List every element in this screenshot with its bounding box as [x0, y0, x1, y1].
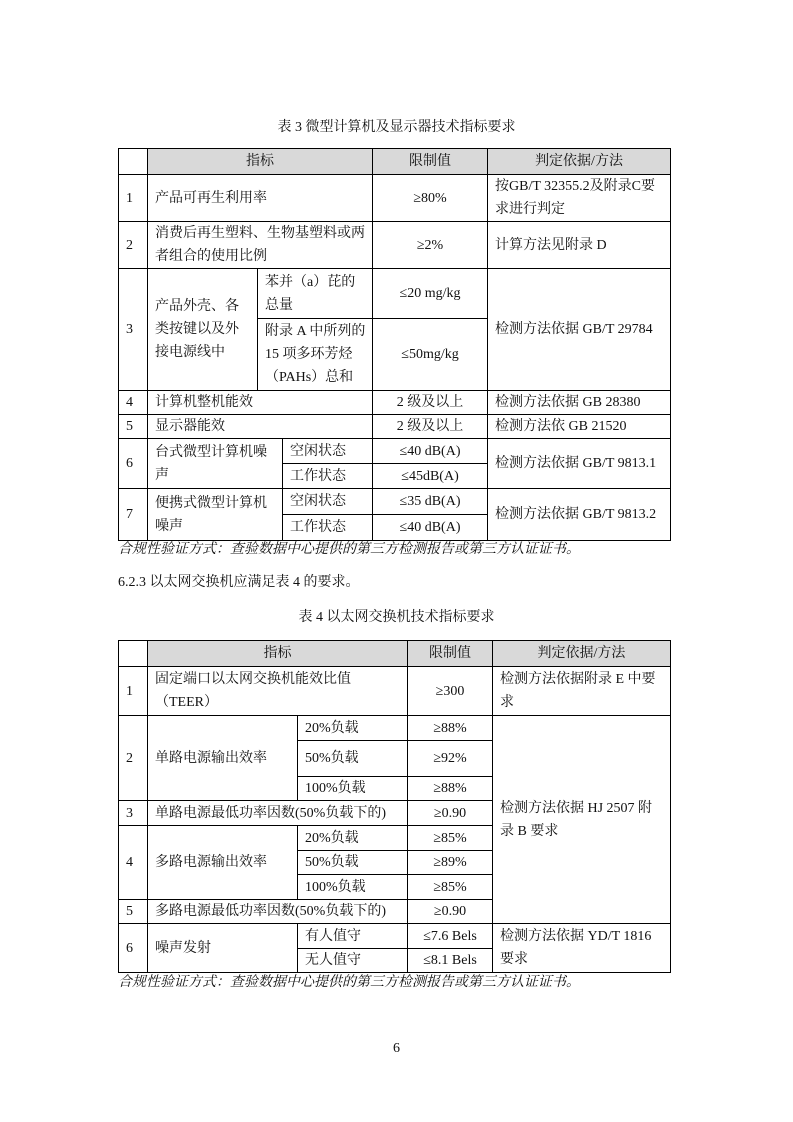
table-row — [119, 667, 671, 716]
clause-6-2-3: 6.2.3 以太网交换机应满足表 4 的要求。 — [118, 575, 360, 590]
header-indicator: 指标 — [148, 149, 373, 175]
table-3 — [118, 148, 671, 541]
table-3-compliance-note: 合规性验证方式：查验数据中心提供的第三方检测报告或第三方认证证书。 — [118, 542, 580, 557]
row-limit: ≥85% — [408, 826, 493, 851]
row-indicator: 台式微型计算机噪声 — [148, 439, 283, 489]
row-limit: ≤50mg/kg — [373, 319, 488, 391]
row-condition: 空闲状态 — [283, 439, 373, 464]
row-no: 2 — [119, 222, 148, 269]
row-substance: 苯并（a）芘的总量 — [258, 269, 373, 319]
row-no: 4 — [119, 826, 148, 900]
row-condition: 有人值守 — [298, 924, 408, 949]
row-indicator: 固定端口以太网交换机能效比值（TEER） — [148, 667, 408, 716]
row-condition: 50%负载 — [298, 741, 408, 777]
row-indicator: 噪声发射 — [148, 924, 298, 973]
table-row — [119, 439, 671, 464]
row-condition: 100%负载 — [298, 875, 408, 900]
row-indicator: 单路电源最低功率因数(50%负载下的) — [148, 801, 408, 826]
row-limit: ≥88% — [408, 777, 493, 801]
row-method: 计算方法见附录 D — [488, 222, 671, 269]
page-number: 6 — [393, 1041, 400, 1056]
row-no: 2 — [119, 716, 148, 801]
row-limit: ≤40 dB(A) — [373, 515, 488, 541]
row-limit: ≤8.1 Bels — [408, 949, 493, 973]
header-limit: 限制值 — [408, 641, 493, 667]
table-row — [119, 716, 671, 741]
row-method: 检测方法依据附录 E 中要求 — [493, 667, 671, 716]
row-indicator: 产品可再生利用率 — [148, 175, 373, 222]
row-condition: 20%负载 — [298, 716, 408, 741]
table-4-compliance-note: 合规性验证方式：查验数据中心提供的第三方检测报告或第三方认证证书。 — [118, 975, 580, 990]
row-no: 7 — [119, 489, 148, 541]
row-method: 检测方法依据 GB/T 9813.2 — [488, 489, 671, 541]
table-4-header-row — [119, 641, 671, 667]
row-no: 3 — [119, 801, 148, 826]
row-indicator: 消费后再生塑料、生物基塑料或两者组合的使用比例 — [148, 222, 373, 269]
row-no: 1 — [119, 667, 148, 716]
table-row — [119, 175, 671, 222]
row-limit: ≥85% — [408, 875, 493, 900]
row-indicator: 产品外壳、各类按键以及外接电源线中 — [148, 269, 258, 391]
header-no-cell — [119, 149, 148, 175]
table-4 — [118, 640, 671, 973]
row-limit: ≤7.6 Bels — [408, 924, 493, 949]
row-limit: ≥0.90 — [408, 801, 493, 826]
row-condition: 50%负载 — [298, 851, 408, 875]
row-limit: ≥89% — [408, 851, 493, 875]
row-condition: 100%负载 — [298, 777, 408, 801]
table-4-caption: 表 4 以太网交换机技术指标要求 — [298, 610, 495, 625]
row-indicator: 单路电源输出效率 — [148, 716, 298, 801]
row-method: 检测方法依据 YD/T 1816 要求 — [493, 924, 671, 973]
table-row — [119, 391, 671, 415]
row-condition: 空闲状态 — [283, 489, 373, 515]
row-limit: ≥92% — [408, 741, 493, 777]
table-row — [119, 924, 671, 949]
row-method: 检测方法依据 HJ 2507 附录 B 要求 — [493, 716, 671, 924]
row-limit: ≤40 dB(A) — [373, 439, 488, 464]
table-row — [119, 222, 671, 269]
row-no: 4 — [119, 391, 148, 415]
row-indicator: 显示器能效 — [148, 415, 373, 439]
table-row — [119, 269, 671, 319]
row-method: 检测方法依据 GB 28380 — [488, 391, 671, 415]
row-limit: 2 级及以上 — [373, 391, 488, 415]
header-limit: 限制值 — [373, 149, 488, 175]
row-no: 3 — [119, 269, 148, 391]
row-limit: 2 级及以上 — [373, 415, 488, 439]
header-method: 判定依据/方法 — [493, 641, 671, 667]
row-condition: 无人值守 — [298, 949, 408, 973]
row-indicator: 多路电源输出效率 — [148, 826, 298, 900]
row-limit: ≥2% — [373, 222, 488, 269]
row-no: 6 — [119, 439, 148, 489]
row-no: 5 — [119, 900, 148, 924]
row-limit: ≥0.90 — [408, 900, 493, 924]
header-indicator: 指标 — [148, 641, 408, 667]
row-indicator: 多路电源最低功率因数(50%负载下的) — [148, 900, 408, 924]
table-3-header-row — [119, 149, 671, 175]
row-condition: 工作状态 — [283, 464, 373, 489]
row-method: 检测方法依据 GB/T 29784 — [488, 269, 671, 391]
row-indicator: 计算机整机能效 — [148, 391, 373, 415]
table-row — [119, 415, 671, 439]
row-condition: 工作状态 — [283, 515, 373, 541]
row-no: 5 — [119, 415, 148, 439]
row-method: 检测方法依据 GB/T 9813.1 — [488, 439, 671, 489]
row-no: 1 — [119, 175, 148, 222]
row-method: 检测方法依 GB 21520 — [488, 415, 671, 439]
row-limit: ≤35 dB(A) — [373, 489, 488, 515]
table-3-caption: 表 3 微型计算机及显示器技术指标要求 — [277, 120, 516, 135]
row-limit: ≥88% — [408, 716, 493, 741]
header-method: 判定依据/方法 — [488, 149, 671, 175]
header-no-cell — [119, 641, 148, 667]
row-no: 6 — [119, 924, 148, 973]
row-method: 按GB/T 32355.2及附录C要求进行判定 — [488, 175, 671, 222]
row-limit: ≥80% — [373, 175, 488, 222]
row-limit: ≤20 mg/kg — [373, 269, 488, 319]
row-limit: ≤45dB(A) — [373, 464, 488, 489]
table-row — [119, 489, 671, 515]
row-substance: 附录 A 中所列的 15 项多环芳烃（PAHs）总和 — [258, 319, 373, 391]
row-limit: ≥300 — [408, 667, 493, 716]
row-condition: 20%负载 — [298, 826, 408, 851]
row-indicator: 便携式微型计算机噪声 — [148, 489, 283, 541]
